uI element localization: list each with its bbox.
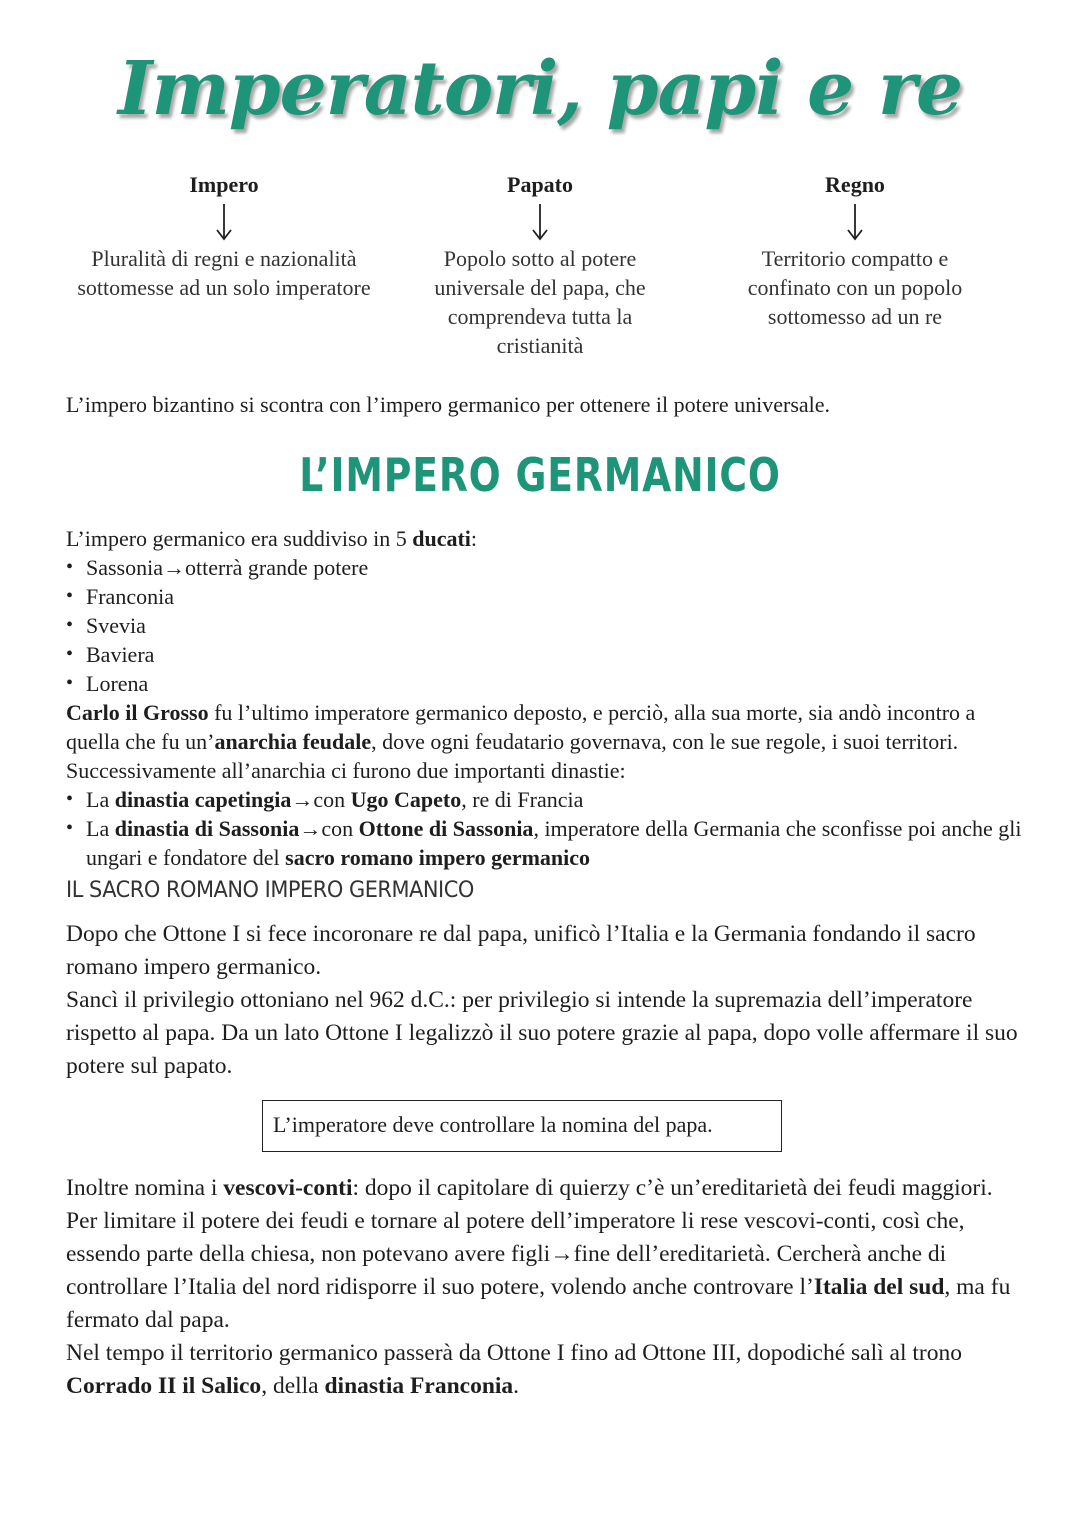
final-paragraph: Nel tempo il territorio germanico passerà da Ottone I fino ad Ottone III, dopodiché salì al trono Corrado II il Salico, della dinastia Franconia. bbox=[66, 1340, 962, 1399]
list-item: • Lorena bbox=[66, 669, 1026, 698]
column-heading: Regno bbox=[825, 172, 885, 197]
ottone-paragraph-2: Sancì il privilegio ottoniano nel 962 d.C.: per privilegio si intende la supremazia dell’imperatore rispetto al papa. Da un lato Ottone I legalizzò il suo potere grazie al papa, dopo volle affermare il suo potere sul papato. bbox=[66, 987, 1018, 1079]
vescovi-paragraph: Inoltre nomina i vescovi-conti: dopo il capitolare di quierzy c’è un’ereditarietà dei feudi maggiori. Per limitare il potere dei feudi e tornare al potere dell’imperatore li rese vescovi-conti, così che, essendo parte della chiesa, non potevano avere figli→fine dell’ereditarietà. Cercherà anche di controllare l’Italia del nord ridisporre il suo potere, volendo anche controvare l’Italia del sud, ma fu fermato dal papa. bbox=[66, 1175, 1011, 1333]
carlo-paragraph: Carlo il Grosso fu l’ultimo imperatore germanico deposto, e perciò, alla sua morte, sia andò incontro a quella che fu un’anarchia feudale, dove ogni feudatario governava, con le sue regole, i suoi territori. Successivamente all’anarchia ci furono due importanti dinastie: bbox=[66, 700, 976, 783]
column-description: Popolo sotto al potere universale del papa, che comprendeva tutta la cristianità bbox=[434, 246, 646, 358]
list-item: • Sassonia→otterrà grande potere bbox=[66, 553, 1026, 582]
arrow-down-icon bbox=[845, 202, 865, 242]
ottone-paragraph-1: Dopo che Ottone I si fece incoronare re dal papa, unificò l’Italia e la Germania fondando il sacro romano impero germanico. bbox=[66, 921, 976, 980]
column-heading: Impero bbox=[189, 172, 259, 197]
column-description: Territorio compatto e confinato con un popolo sottomesso ad un re bbox=[747, 246, 963, 329]
highlight-box: L’imperatore deve controllare la nomina del papa. bbox=[262, 1100, 782, 1152]
column-impero bbox=[64, 172, 384, 302]
dynasties-list bbox=[66, 785, 1026, 872]
list-item: • La dinastia capetingia→con Ugo Capeto, re di Francia bbox=[66, 785, 1026, 814]
column-regno bbox=[720, 172, 990, 331]
list-item: • Franconia bbox=[66, 582, 1026, 611]
column-papato bbox=[412, 172, 668, 360]
duchies-lead: L’impero germanico era suddiviso in 5 ducati: bbox=[66, 526, 478, 551]
list-item: • La dinastia di Sassonia→con Ottone di Sassonia, imperatore della Germania che sconfisse poi anche gli ungari e fondatore del sacro romano impero germanico bbox=[66, 814, 1026, 872]
arrow-down-icon bbox=[214, 202, 234, 242]
duchies-block bbox=[66, 524, 1026, 872]
duchies-list bbox=[66, 553, 1026, 698]
intro-text: L’impero bizantino si scontra con l’impero germanico per ottenere il potere universale. bbox=[66, 392, 831, 417]
arrow-down-icon bbox=[530, 202, 550, 242]
list-item: • Svevia bbox=[66, 611, 1026, 640]
subheading: IL SACRO ROMANO IMPERO GERMANICO bbox=[66, 878, 474, 903]
ottone-block bbox=[66, 918, 1026, 1083]
vescovi-block bbox=[66, 1172, 1026, 1403]
section-title: L’IMPERO GERMANICO bbox=[299, 448, 781, 502]
column-description: Pluralità di regni e nazionalità sottomesse ad un solo imperatore bbox=[77, 246, 371, 300]
column-heading: Papato bbox=[507, 172, 573, 197]
list-item: • Baviera bbox=[66, 640, 1026, 669]
page-title: Imperatori, papi e re bbox=[117, 46, 963, 132]
